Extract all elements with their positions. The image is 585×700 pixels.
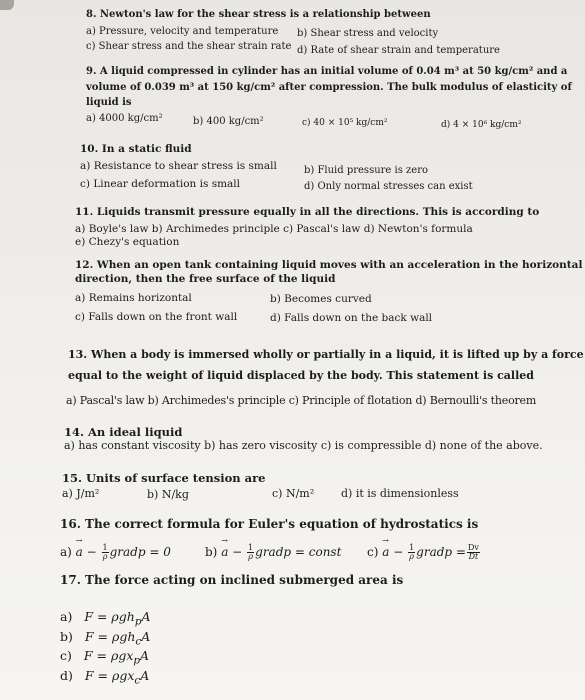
q11-options: a) Boyle's law b) Archimedes principle c) Pascal's law d) Newton's formula (75, 223, 473, 235)
q15-option-a: a) J/m² (62, 487, 100, 500)
q17-c-eq: F = ρgx (83, 648, 134, 663)
q16-a-denominator: ρ (102, 552, 108, 561)
q17-a-sub: p (134, 615, 142, 628)
q17-b-sub: c (135, 635, 142, 648)
q13-line-1: 13. When a body is immersed wholly or partially in a liquid, it is lifted up by a force (68, 348, 584, 361)
q12-option-a: a) Remains horizontal (75, 292, 192, 304)
q16-option-a (60, 544, 171, 561)
q16-b-denominator: ρ (248, 552, 253, 561)
q17-a-eq: F = ρgh (84, 609, 135, 624)
q16-option-b (205, 544, 341, 561)
q16-a-tail: gradp = 0 (109, 545, 171, 559)
q10-option-c: c) Linear deformation is small (80, 178, 241, 190)
q17-option-c (60, 648, 149, 667)
q9-option-d: d) 4 × 10⁶ kg/cm² (441, 120, 522, 130)
q17-d-eq: F = ρgx (84, 668, 135, 683)
q8-option-a: a) Pressure, velocity and temperature (86, 26, 279, 37)
q16-b-numerator: 1 (248, 543, 254, 552)
q16-c-derivative-den: Dt (468, 552, 479, 561)
q12-option-c: c) Falls down on the front wall (75, 311, 238, 323)
q16-b-tail: gradp = const (255, 545, 342, 559)
q16-a-minus: − (82, 545, 101, 559)
q15-option-d: d) it is dimensionless (341, 487, 459, 500)
q17-c-sub: p (133, 654, 141, 667)
q15-option-b: b) N/kg (147, 488, 189, 501)
q16-c-derivative-num: Dv (467, 543, 479, 552)
q16-c-denominator: ρ (409, 552, 414, 561)
q10-stem: 10. In a static fluid (80, 143, 192, 155)
q8-option-c: c) Shear stress and the shear strain rate (86, 41, 292, 52)
q17-b-label: b) (60, 629, 73, 644)
q17-option-d (60, 668, 149, 687)
q12-option-b: b) Becomes curved (270, 293, 372, 305)
q13-line-2: equal to the weight of liquid displaced by the body. This statement is called (68, 369, 534, 382)
q17-a-end: A (141, 609, 151, 624)
q16-a-vector: → a (76, 545, 83, 559)
q12-line-2: direction, then the free surface of the liquid (75, 273, 336, 285)
q17-d-end: A (140, 668, 150, 683)
q16-a-numerator: 1 (102, 543, 108, 552)
q16-c-tail: gradp = (416, 545, 466, 559)
q16-c-fraction (408, 544, 415, 561)
q16-b-label: b) (205, 545, 218, 559)
q16-b-vector: → a (221, 545, 228, 559)
q10-option-a: a) Resistance to shear stress is small (80, 160, 277, 172)
q8-stem: 8. Newton's law for the shear stress is a relationship between (86, 9, 431, 20)
q15-stem: 15. Units of surface tension are (62, 471, 266, 485)
q14-stem: 14. An ideal liquid (64, 425, 183, 439)
q14-options: a) has constant viscosity b) has zero viscosity c) is compressible d) none of the above. (64, 439, 543, 452)
q11-stem: 11. Liquids transmit pressure equally in all the directions. This is according to (75, 206, 540, 218)
q13-options: a) Pascal's law b) Archimedes's principle c) Principle of flotation d) Bernoulli's theorem (66, 394, 537, 407)
q9-line-2: volume of 0.039 m³ at 150 kg/cm² after compression. The bulk modulus of elasticity of (86, 82, 572, 93)
q16-b-fraction (247, 544, 254, 561)
q9-option-a: a) 4000 kg/cm² (86, 113, 163, 124)
q16-c-label: c) (367, 545, 379, 559)
q8-option-d: d) Rate of shear strain and temperature (297, 45, 500, 56)
q11-option-e: e) Chezy's equation (75, 236, 180, 248)
q16-stem: 16. The correct formula for Euler's equation of hydrostatics is (60, 517, 479, 531)
q17-d-label: d) (60, 668, 73, 683)
q9-option-c: c) 40 × 10⁵ kg/cm² (302, 118, 388, 128)
page-corner-mark (0, 0, 14, 10)
q16-b-minus: − (228, 545, 247, 559)
q17-c-end: A (140, 648, 150, 663)
q8-option-b: b) Shear stress and velocity (297, 28, 439, 39)
q15-option-c: c) N/m² (272, 487, 315, 500)
q16-c-vector: → a (382, 545, 389, 559)
q17-b-end: A (141, 629, 151, 644)
q17-stem: 17. The force acting on inclined submerged area is (60, 573, 404, 587)
q16-c-minus: − (389, 545, 408, 559)
q17-option-a (60, 609, 151, 628)
q12-line-1: 12. When an open tank containing liquid moves with an acceleration in the horizontal (75, 259, 583, 271)
q10-option-d: d) Only normal stresses can exist (304, 181, 473, 192)
q17-a-label: a) (60, 609, 73, 624)
q9-line-1: 9. A liquid compressed in cylinder has an initial volume of 0.04 m³ at 50 kg/cm² and a (86, 66, 568, 77)
q16-option-c (367, 544, 481, 561)
q10-option-b: b) Fluid pressure is zero (304, 165, 429, 176)
q12-option-d: d) Falls down on the back wall (270, 312, 433, 324)
q17-c-label: c) (60, 648, 72, 663)
q16-a-fraction (102, 544, 109, 561)
q17-b-eq: F = ρgh (84, 629, 136, 644)
q17-d-sub: c (134, 674, 141, 687)
q9-line-3: liquid is (86, 97, 132, 108)
q16-a-label: a) (60, 545, 72, 559)
q16-c-numerator: 1 (409, 543, 415, 552)
q16-c-derivative (467, 544, 480, 561)
q9-option-b: b) 400 kg/cm² (193, 116, 264, 127)
q17-option-b (60, 629, 150, 648)
